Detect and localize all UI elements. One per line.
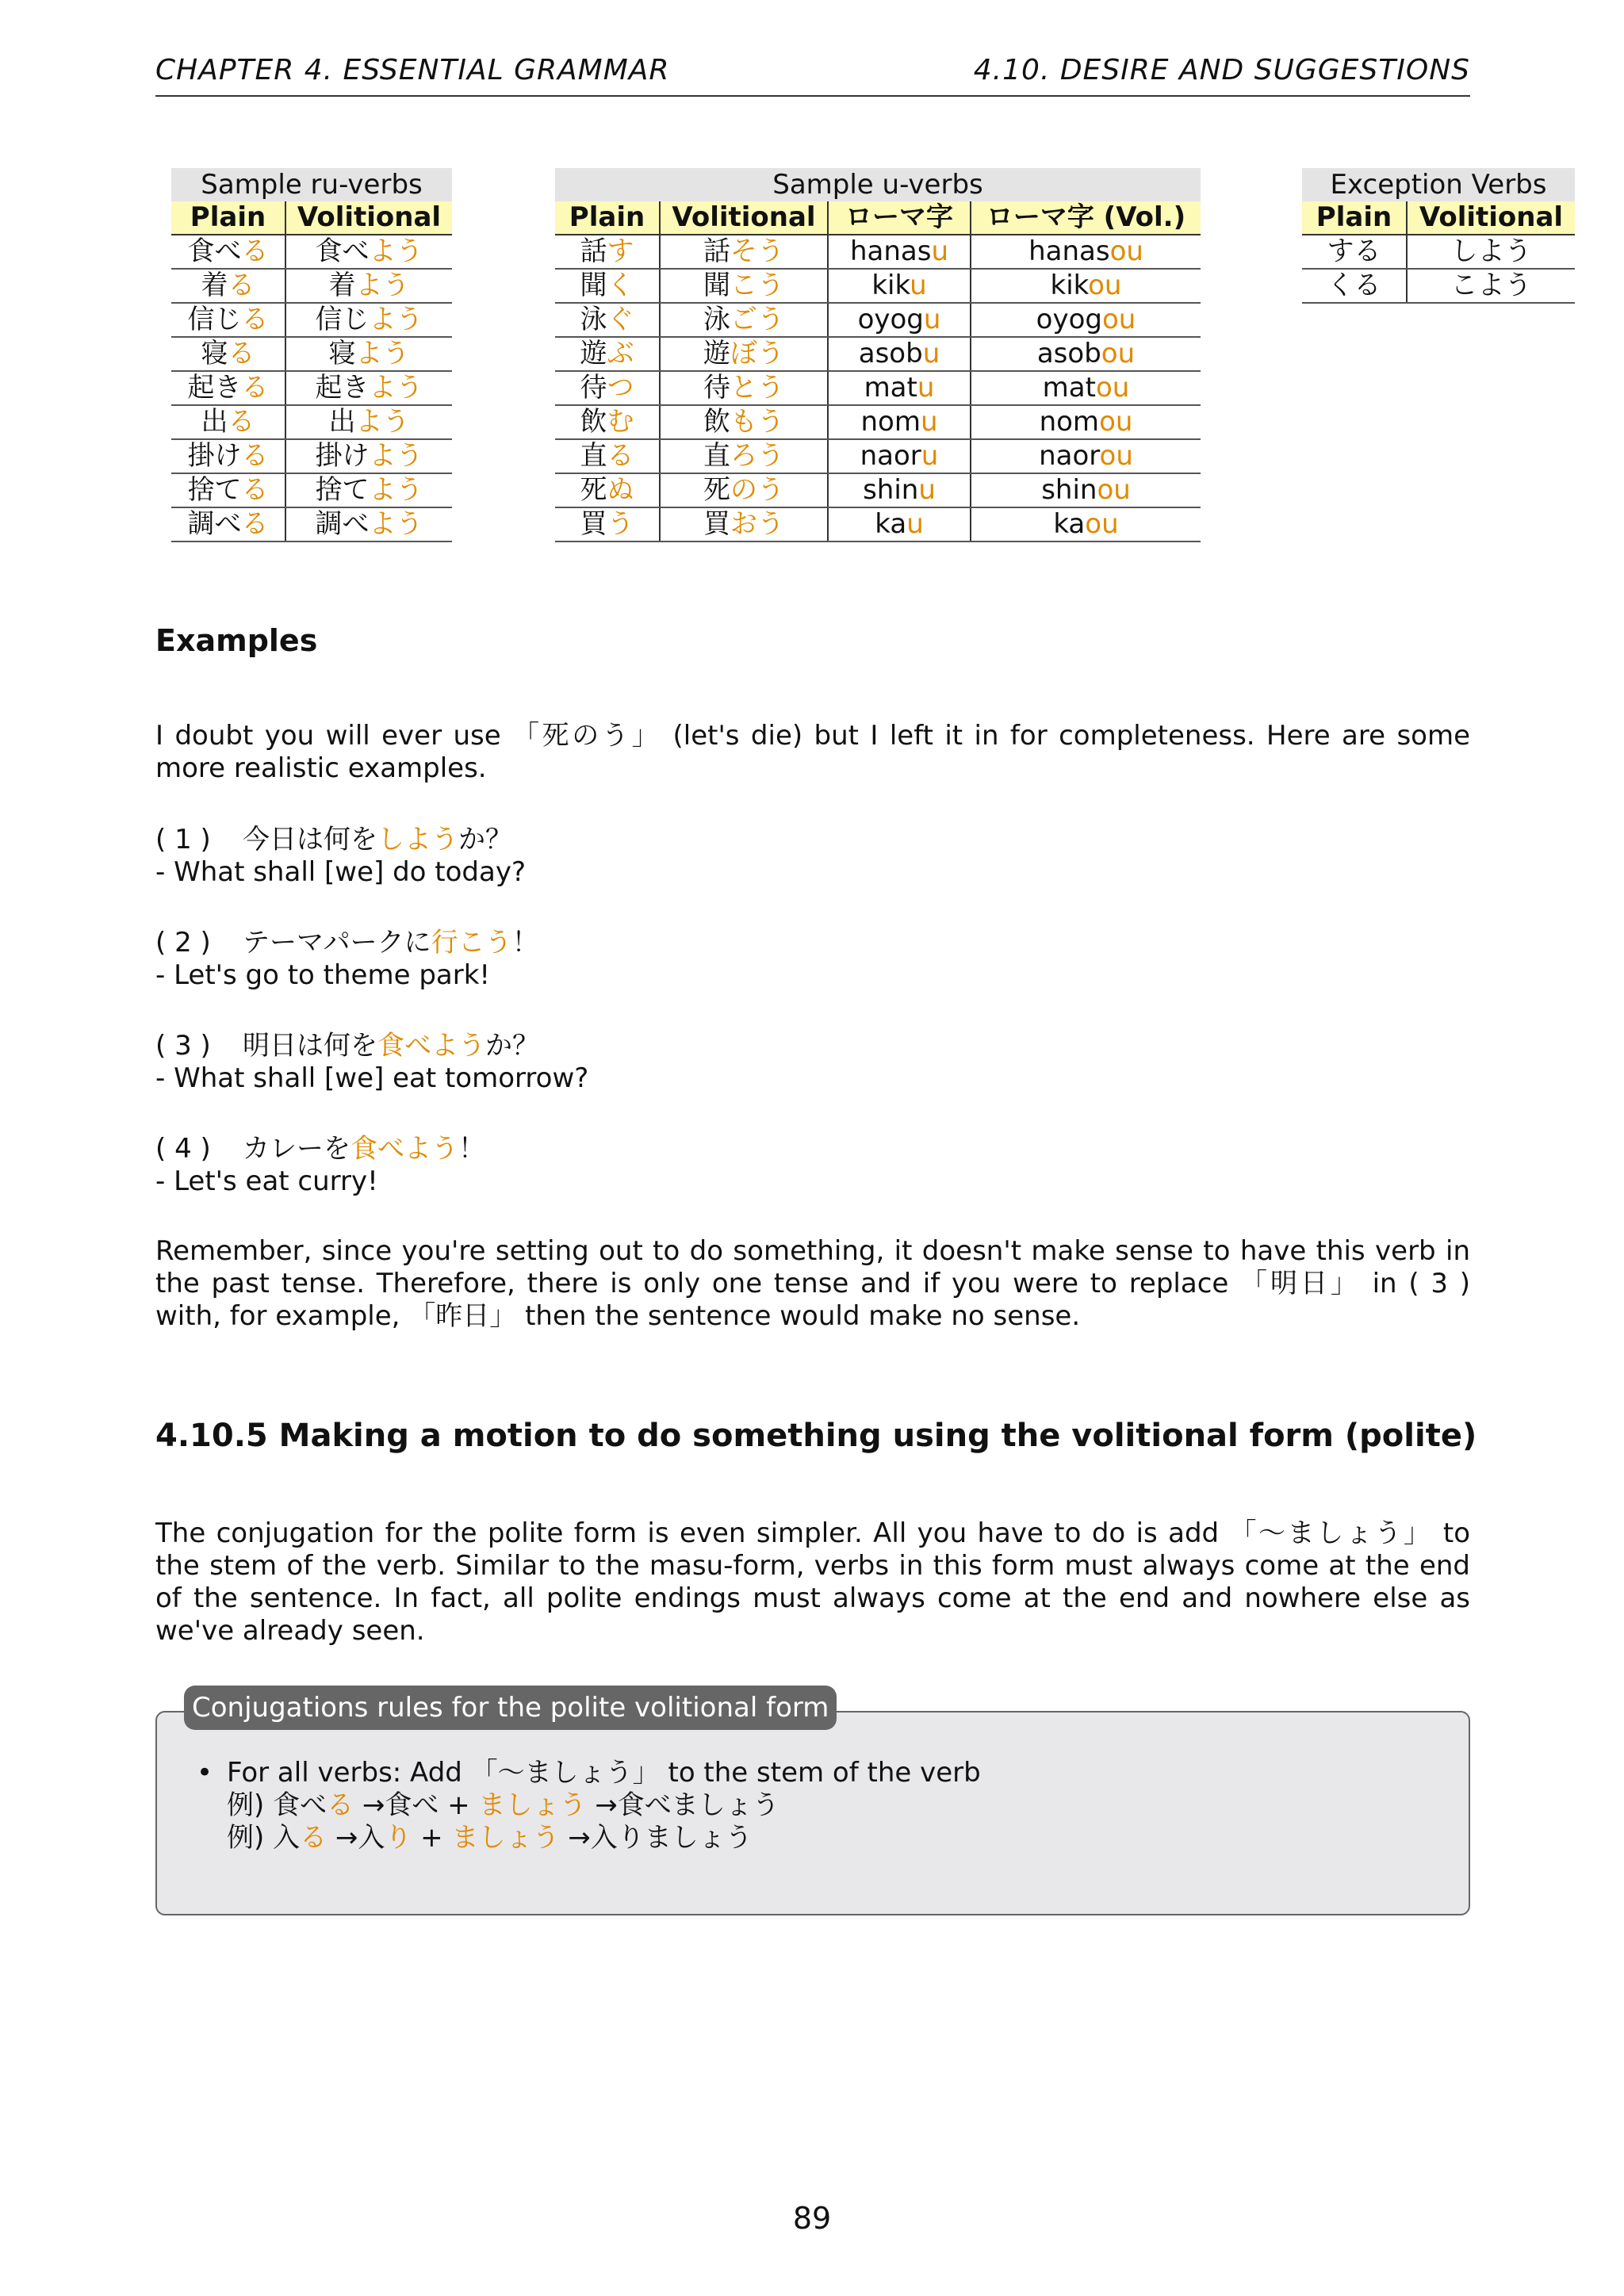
verb-stem: 泳 <box>580 304 607 335</box>
rule-part: →食べましょう <box>586 1789 779 1821</box>
verb-ending: ou <box>1095 372 1130 404</box>
table-cell <box>660 337 828 371</box>
table-row <box>555 303 1201 337</box>
verb-stem: 出 <box>328 406 356 438</box>
verb-stem: 着 <box>201 270 228 301</box>
table-cell <box>828 405 971 439</box>
table-cell <box>971 473 1201 507</box>
table-row <box>171 371 452 405</box>
rule-highlight: ましょう <box>451 1822 560 1854</box>
verb-ending: ou <box>1088 270 1122 301</box>
table-cell <box>828 371 971 405</box>
table-row <box>555 371 1201 405</box>
verb-stem: 飲 <box>703 406 730 438</box>
running-header <box>155 52 1470 97</box>
verb-stem: 捨て <box>187 474 242 506</box>
verb-ending: のう <box>730 474 784 506</box>
verb-ending: ou <box>1085 508 1119 540</box>
verb-ending: よう <box>369 304 423 335</box>
verb-ending: よう <box>355 338 410 369</box>
example-translation: - What shall [we] eat tomorrow? <box>155 1062 589 1094</box>
example-sentence <box>155 824 1470 856</box>
ru-col-plain: Plain <box>171 201 285 235</box>
verb-ending: ぬ <box>607 474 634 506</box>
verb-ending: ou <box>1101 338 1136 369</box>
verb-stem: こよう <box>1450 270 1532 301</box>
verb-ending: ぼう <box>730 338 784 369</box>
verb-ending: る <box>228 406 255 438</box>
u-table-caption: Sample u-verbs <box>555 168 1201 201</box>
table-cell <box>285 337 452 371</box>
table-cell <box>660 473 828 507</box>
verb-stem: 着 <box>328 270 356 301</box>
verb-stem: 信じ <box>187 304 242 335</box>
verb-ending: よう <box>369 508 423 540</box>
example-jp-end: か？ <box>458 824 512 855</box>
conjugation-rules-box <box>155 1692 1470 1915</box>
verb-ending: る <box>241 440 269 472</box>
example-translation: - Let's go to theme park! <box>155 959 491 991</box>
rule-part: 例) 食べ <box>227 1789 327 1821</box>
table-cell <box>660 371 828 405</box>
example-number: ( 4 ) <box>155 1133 211 1165</box>
rules-list <box>197 1757 981 1854</box>
table-cell <box>971 303 1201 337</box>
table-cell <box>555 473 660 507</box>
rule-part: →入りましょう <box>559 1822 753 1854</box>
verb-stem: oyog <box>857 304 924 335</box>
table-cell <box>660 439 828 473</box>
table-cell <box>285 235 452 269</box>
table-cell <box>171 269 285 303</box>
example-jp: テーマパークに <box>243 927 431 959</box>
table-row <box>171 507 452 541</box>
verb-ending: u <box>922 338 940 369</box>
verb-stem: 調べ <box>187 508 242 540</box>
example-jp: 今日は何を <box>243 824 377 855</box>
verb-stem: 寝 <box>201 338 228 369</box>
table-cell <box>555 337 660 371</box>
example-highlight: 行こう <box>431 927 512 959</box>
rule-highlight: る <box>300 1822 327 1854</box>
table-cell <box>660 235 828 269</box>
verb-stem: kik <box>1050 270 1089 301</box>
table-cell <box>1407 269 1575 303</box>
verb-ending: u <box>920 406 938 438</box>
example-jp-end: ！ <box>511 927 539 959</box>
example-sentence <box>155 1030 1470 1062</box>
verb-ending: u <box>918 474 936 506</box>
verb-ending: ou <box>1101 304 1136 335</box>
table-cell <box>285 507 452 541</box>
verb-stem: ka <box>1053 508 1086 540</box>
rule-highlight: り <box>385 1822 412 1854</box>
verb-ending: る <box>228 338 255 369</box>
table-cell <box>828 235 971 269</box>
table-cell <box>1302 235 1407 269</box>
verb-stem: 寝 <box>328 338 356 369</box>
verb-stem: kik <box>871 270 910 301</box>
example-number: ( 1 ) <box>155 824 211 855</box>
table-cell <box>171 507 285 541</box>
verb-ending: u <box>906 508 924 540</box>
table-row <box>555 235 1201 269</box>
verb-stem: mat <box>864 372 917 404</box>
verb-ending: とう <box>730 372 784 404</box>
page-number: 89 <box>792 2201 832 2236</box>
table-cell <box>285 439 452 473</box>
example-1 <box>155 824 1470 889</box>
table-cell <box>285 473 452 507</box>
rule-highlight: る <box>327 1789 354 1821</box>
verb-stem: 掛け <box>187 440 242 472</box>
table-cell <box>660 303 828 337</box>
verb-stem: 買 <box>580 508 607 540</box>
verb-stem: mat <box>1042 372 1096 404</box>
example-highlight: しよう <box>377 824 458 855</box>
verb-stem: nom <box>860 406 921 438</box>
verb-stem: 聞 <box>580 270 607 301</box>
verb-stem: 死 <box>580 474 607 506</box>
verb-stem: asob <box>858 338 923 369</box>
table-cell <box>555 269 660 303</box>
table-row <box>1302 269 1575 303</box>
bullet-icon: • <box>197 1757 213 1789</box>
verb-ending: よう <box>355 270 410 301</box>
example-highlight: 食べよう <box>350 1133 458 1165</box>
example-jp: カレーを <box>243 1133 350 1165</box>
table-cell <box>555 507 660 541</box>
verb-stem: する <box>1327 235 1381 267</box>
section-title: 4.10. DESIRE AND SUGGESTIONS <box>973 54 1470 86</box>
verb-ending: よう <box>369 474 423 506</box>
verb-ending: u <box>931 235 949 267</box>
verb-stem: 待 <box>580 372 607 404</box>
table-row <box>555 473 1201 507</box>
section-heading: 4.10.5 Making a motion to do something using the volitional form (polite) <box>155 1418 1477 1454</box>
verb-stem: 死 <box>703 474 730 506</box>
table-cell <box>285 371 452 405</box>
table-cell <box>1302 269 1407 303</box>
rule-part: + <box>412 1822 452 1854</box>
rule-part: →入 <box>327 1822 385 1854</box>
verb-stem: 掛け <box>315 440 370 472</box>
verb-ending: u <box>923 304 941 335</box>
verb-ending: す <box>607 235 634 267</box>
table-cell <box>660 269 828 303</box>
exception-col-volitional: Volitional <box>1407 201 1575 235</box>
table-cell <box>171 439 285 473</box>
example-jp-end: ！ <box>458 1133 485 1165</box>
table-cell <box>171 473 285 507</box>
verb-ending: つ <box>607 372 634 404</box>
verb-ending: ou <box>1099 406 1133 438</box>
table-cell <box>828 269 971 303</box>
verb-ending: う <box>607 508 634 540</box>
ru-verbs-table <box>171 168 452 542</box>
verb-stem: 飲 <box>580 406 607 438</box>
verb-stem: 直 <box>580 440 607 472</box>
verb-stem: 起き <box>315 372 370 404</box>
rule-example-1 <box>227 1789 981 1822</box>
verb-ending: ou <box>1099 440 1133 472</box>
verb-stem: 聞 <box>703 270 730 301</box>
verb-stem: 食べ <box>187 235 242 267</box>
verb-stem: くる <box>1327 270 1381 301</box>
verb-ending: そう <box>730 235 784 267</box>
table-cell <box>555 235 660 269</box>
verb-stem: 信じ <box>315 304 370 335</box>
table-row <box>171 235 452 269</box>
verb-stem: 起き <box>187 372 242 404</box>
verb-ending: u <box>910 270 927 301</box>
table-cell <box>555 371 660 405</box>
table-row <box>171 337 452 371</box>
verb-ending: よう <box>369 372 423 404</box>
table-row <box>555 507 1201 541</box>
u-col-romaji: ローマ字 <box>828 201 971 235</box>
rules-box-title: Conjugations rules for the polite volitional form <box>184 1686 837 1730</box>
table-row <box>555 269 1201 303</box>
table-cell <box>828 439 971 473</box>
table-row <box>171 405 452 439</box>
intro-paragraph: I doubt you will ever use 「死のう」 (let's die) but I left it in for completeness. Here are some more realistic examples. <box>155 720 1470 784</box>
verb-stem: 買 <box>703 508 730 540</box>
verb-stem: 遊 <box>703 338 730 369</box>
table-cell <box>171 405 285 439</box>
verb-stem: 食べ <box>315 235 370 267</box>
table-row <box>171 303 452 337</box>
table-cell <box>555 405 660 439</box>
table-cell <box>971 507 1201 541</box>
verb-ending: る <box>241 235 269 267</box>
verb-ending: よう <box>369 235 423 267</box>
table-cell <box>660 405 828 439</box>
example-translation: - What shall [we] do today? <box>155 856 526 888</box>
verb-ending: ろう <box>730 440 784 472</box>
example-2 <box>155 927 1470 992</box>
table-cell <box>171 337 285 371</box>
rule-text: For all verbs: Add 「～ましょう」 to the stem of the verb <box>227 1757 981 1789</box>
verb-stem: shin <box>1041 474 1097 506</box>
verb-ending: ぶ <box>607 338 634 369</box>
table-cell <box>971 405 1201 439</box>
verb-ending: る <box>241 304 269 335</box>
verb-stem: 話 <box>580 235 607 267</box>
ru-table-caption: Sample ru-verbs <box>171 168 452 201</box>
table-cell <box>971 371 1201 405</box>
example-jp-end: か？ <box>485 1030 539 1062</box>
table-cell <box>828 337 971 371</box>
verb-stem: nom <box>1039 406 1100 438</box>
example-3 <box>155 1030 1470 1095</box>
verb-ending: ごう <box>730 304 784 335</box>
table-cell <box>171 235 285 269</box>
verb-stem: ka <box>875 508 907 540</box>
example-sentence <box>155 1133 1470 1165</box>
verb-ending: もう <box>730 406 784 438</box>
table-cell <box>828 303 971 337</box>
u-verbs-table <box>555 168 1201 542</box>
table-cell <box>828 507 971 541</box>
exception-col-plain: Plain <box>1302 201 1407 235</box>
verb-ending: u <box>917 372 935 404</box>
verb-stem: hanas <box>849 235 932 267</box>
verb-stem: 直 <box>703 440 730 472</box>
table-row <box>555 439 1201 473</box>
verb-ending: u <box>921 440 939 472</box>
exception-verbs-table <box>1302 168 1575 304</box>
u-col-plain: Plain <box>555 201 660 235</box>
rule-part: 例) 入 <box>227 1822 301 1854</box>
verb-stem: hanas <box>1028 235 1110 267</box>
verb-stem: 話 <box>703 235 730 267</box>
table-cell <box>971 439 1201 473</box>
table-row <box>171 269 452 303</box>
example-number: ( 2 ) <box>155 927 211 959</box>
table-row <box>171 439 452 473</box>
verb-ending: よう <box>355 406 410 438</box>
table-cell <box>971 337 1201 371</box>
u-col-romaji-vol: ローマ字 (Vol.) <box>971 201 1201 235</box>
remember-paragraph: Remember, since you're setting out to do something, it doesn't make sense to have this verb in the past tense. Therefore, there is only one tense and if you were to replace 「明日」 in ( 3 ) with, for example, 「昨日」 then the sentence would make no sense. <box>155 1235 1470 1332</box>
table-row <box>555 337 1201 371</box>
table-row <box>1302 235 1575 269</box>
verb-ending: る <box>241 474 269 506</box>
verb-stem: 捨て <box>315 474 370 506</box>
example-translation: - Let's eat curry! <box>155 1165 378 1197</box>
exception-table-caption: Exception Verbs <box>1302 168 1575 201</box>
table-row <box>171 473 452 507</box>
verb-stem: shin <box>863 474 919 506</box>
verb-ending: む <box>607 406 634 438</box>
table-cell <box>971 269 1201 303</box>
table-cell <box>1407 235 1575 269</box>
polite-paragraph: The conjugation for the polite form is even simpler. All you have to do is add 「～ましょう」 to the stem of the verb. Similar to the masu-form, verbs in this form must always come at the end of the sentence. In fact, all polite endings must always come at the end and nowhere else as we've already seen. <box>155 1517 1470 1647</box>
verb-stem: 待 <box>703 372 730 404</box>
verb-ending: る <box>241 508 269 540</box>
chapter-title: CHAPTER 4. ESSENTIAL GRAMMAR <box>155 54 670 86</box>
table-cell <box>555 303 660 337</box>
verb-ending: る <box>228 270 255 301</box>
verb-stem: 遊 <box>580 338 607 369</box>
verb-ending: ou <box>1097 474 1131 506</box>
verb-stem: しよう <box>1450 235 1532 267</box>
table-row <box>555 405 1201 439</box>
verb-ending: ou <box>1109 235 1143 267</box>
example-highlight: 食べよう <box>377 1030 485 1062</box>
verb-stem: naor <box>1039 440 1100 472</box>
table-cell <box>285 405 452 439</box>
table-cell <box>971 235 1201 269</box>
table-cell <box>660 507 828 541</box>
rule-highlight: ましょう <box>478 1789 587 1821</box>
verb-ending: く <box>607 270 634 301</box>
u-col-volitional: Volitional <box>660 201 828 235</box>
verb-ending: ぐ <box>607 304 634 335</box>
verb-stem: 泳 <box>703 304 730 335</box>
table-cell <box>555 439 660 473</box>
table-cell <box>285 303 452 337</box>
example-4 <box>155 1133 1470 1198</box>
example-jp: 明日は何を <box>243 1030 377 1062</box>
verb-ending: おう <box>730 508 784 540</box>
verb-stem: 出 <box>201 406 228 438</box>
verb-stem: naor <box>860 440 921 472</box>
example-sentence <box>155 927 1470 959</box>
table-cell <box>285 269 452 303</box>
table-cell <box>171 371 285 405</box>
ru-col-volitional: Volitional <box>285 201 452 235</box>
verb-ending: る <box>607 440 634 472</box>
example-number: ( 3 ) <box>155 1030 211 1062</box>
verb-ending: る <box>241 372 269 404</box>
verb-stem: 調べ <box>315 508 370 540</box>
table-cell <box>828 473 971 507</box>
rule-part: →食べ + <box>354 1789 479 1821</box>
rule-example-2 <box>227 1822 981 1854</box>
verb-stem: oyog <box>1036 304 1102 335</box>
table-cell <box>171 303 285 337</box>
examples-heading: Examples <box>155 623 318 658</box>
verb-stem: asob <box>1036 338 1101 369</box>
verb-ending: こう <box>730 270 784 301</box>
verb-ending: よう <box>369 440 423 472</box>
